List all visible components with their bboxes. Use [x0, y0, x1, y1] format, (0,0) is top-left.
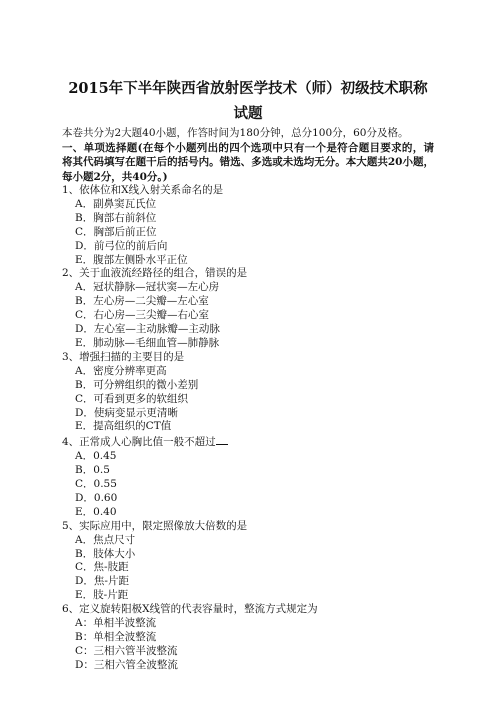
answer-option: C．焦-肢距: [75, 561, 129, 574]
question-stem-text: 6、定义旋转阳极X线管的代表容量时，整流方式规定为: [62, 603, 318, 616]
answer-option: A．焦点尺寸: [75, 533, 136, 546]
question-stem-text: 4、正常成人心胸比值一般不超过: [62, 436, 216, 449]
question-stem: [62, 603, 434, 617]
answer-option: C．右心房—三尖瓣—右心室: [75, 309, 210, 322]
answer-option: D．左心室—主动脉瓣—主动脉: [75, 323, 220, 336]
answer-blank: [216, 434, 228, 445]
question-stem: [62, 434, 434, 450]
answer-option: B：单相全波整流: [75, 631, 157, 643]
question-item: [62, 351, 434, 434]
answer-option: E．0.40: [75, 505, 117, 518]
question-stem-text: 2、关于血液流经路径的组合，错误的是: [62, 267, 248, 280]
answer-option: D．焦-片距: [75, 575, 129, 588]
question-stem: [62, 184, 434, 198]
question-stem: [62, 520, 434, 534]
question-stem-text: 1、依体位和X线入射关系命名的是: [62, 184, 224, 196]
answer-option: B．胸部右前斜位: [75, 211, 157, 224]
question-list: [62, 184, 434, 673]
answer-option: C．可看到更多的软组织: [75, 392, 189, 405]
answer-option: D：三相六管全波整流: [75, 658, 178, 671]
intro-text: 本卷共分为2大题40小题，作答时间为180分钟，总分100分，60分及格。: [62, 127, 409, 139]
answer-option: B．可分辨组织的微小差别: [75, 378, 199, 391]
answer-option: E．腹部左侧卧水平正位: [75, 253, 188, 266]
question-item: [62, 434, 434, 519]
answer-option: E．提高组织的CT值: [75, 420, 172, 433]
section-heading: 一、单项选择题(在每个小题列出的四个选项中只有一个是符合题目要求的，请将其代码填写在题干后的括号内。错选、多选或未选均无分。本大题共20小题，每小题2分，共40分。): [62, 141, 434, 183]
answer-option: A．密度分辨率更高: [75, 364, 167, 377]
document-title: 2015年下半年陕西省放射医学技术（师）初级技术职称试题: [68, 80, 428, 122]
answer-option: A．0.45: [75, 450, 117, 463]
answer-option: A．冠状静脉—冠状窦—左心房: [75, 281, 220, 294]
question-stem-text: 3、增强扫描的主要目的是: [62, 350, 185, 363]
question-item: [62, 267, 434, 350]
answer-option: C：三相六管半波整流: [75, 644, 178, 657]
answer-option: D．0.60: [75, 491, 118, 504]
answer-option: D．使病变显示更清晰: [75, 406, 178, 419]
answer-option: D．前弓位的前后向: [75, 239, 168, 252]
answer-option: B．0.5: [75, 464, 110, 477]
answer-option: B．肢体大小: [75, 547, 136, 560]
question-stem-text: 5、实际应用中，限定照像放大倍数的是: [62, 519, 248, 532]
answer-option: E．肺动脉—毛细血管—肺静脉: [75, 336, 220, 349]
answer-option: B．左心房—二尖瓣—左心室: [75, 295, 209, 308]
answer-option: E．肢-片距: [75, 589, 129, 602]
document-intro: [62, 126, 434, 184]
question-stem: [62, 267, 434, 281]
answer-option: C．0.55: [75, 478, 117, 491]
answer-option: C．胸部后前正位: [75, 225, 157, 238]
question-item: [62, 520, 434, 603]
question-item: [62, 603, 434, 673]
question-item: [62, 184, 434, 267]
answer-option: A．副鼻窦瓦氏位: [75, 197, 157, 210]
answer-option: A：单相半波整流: [75, 617, 157, 630]
question-stem: [62, 351, 434, 365]
